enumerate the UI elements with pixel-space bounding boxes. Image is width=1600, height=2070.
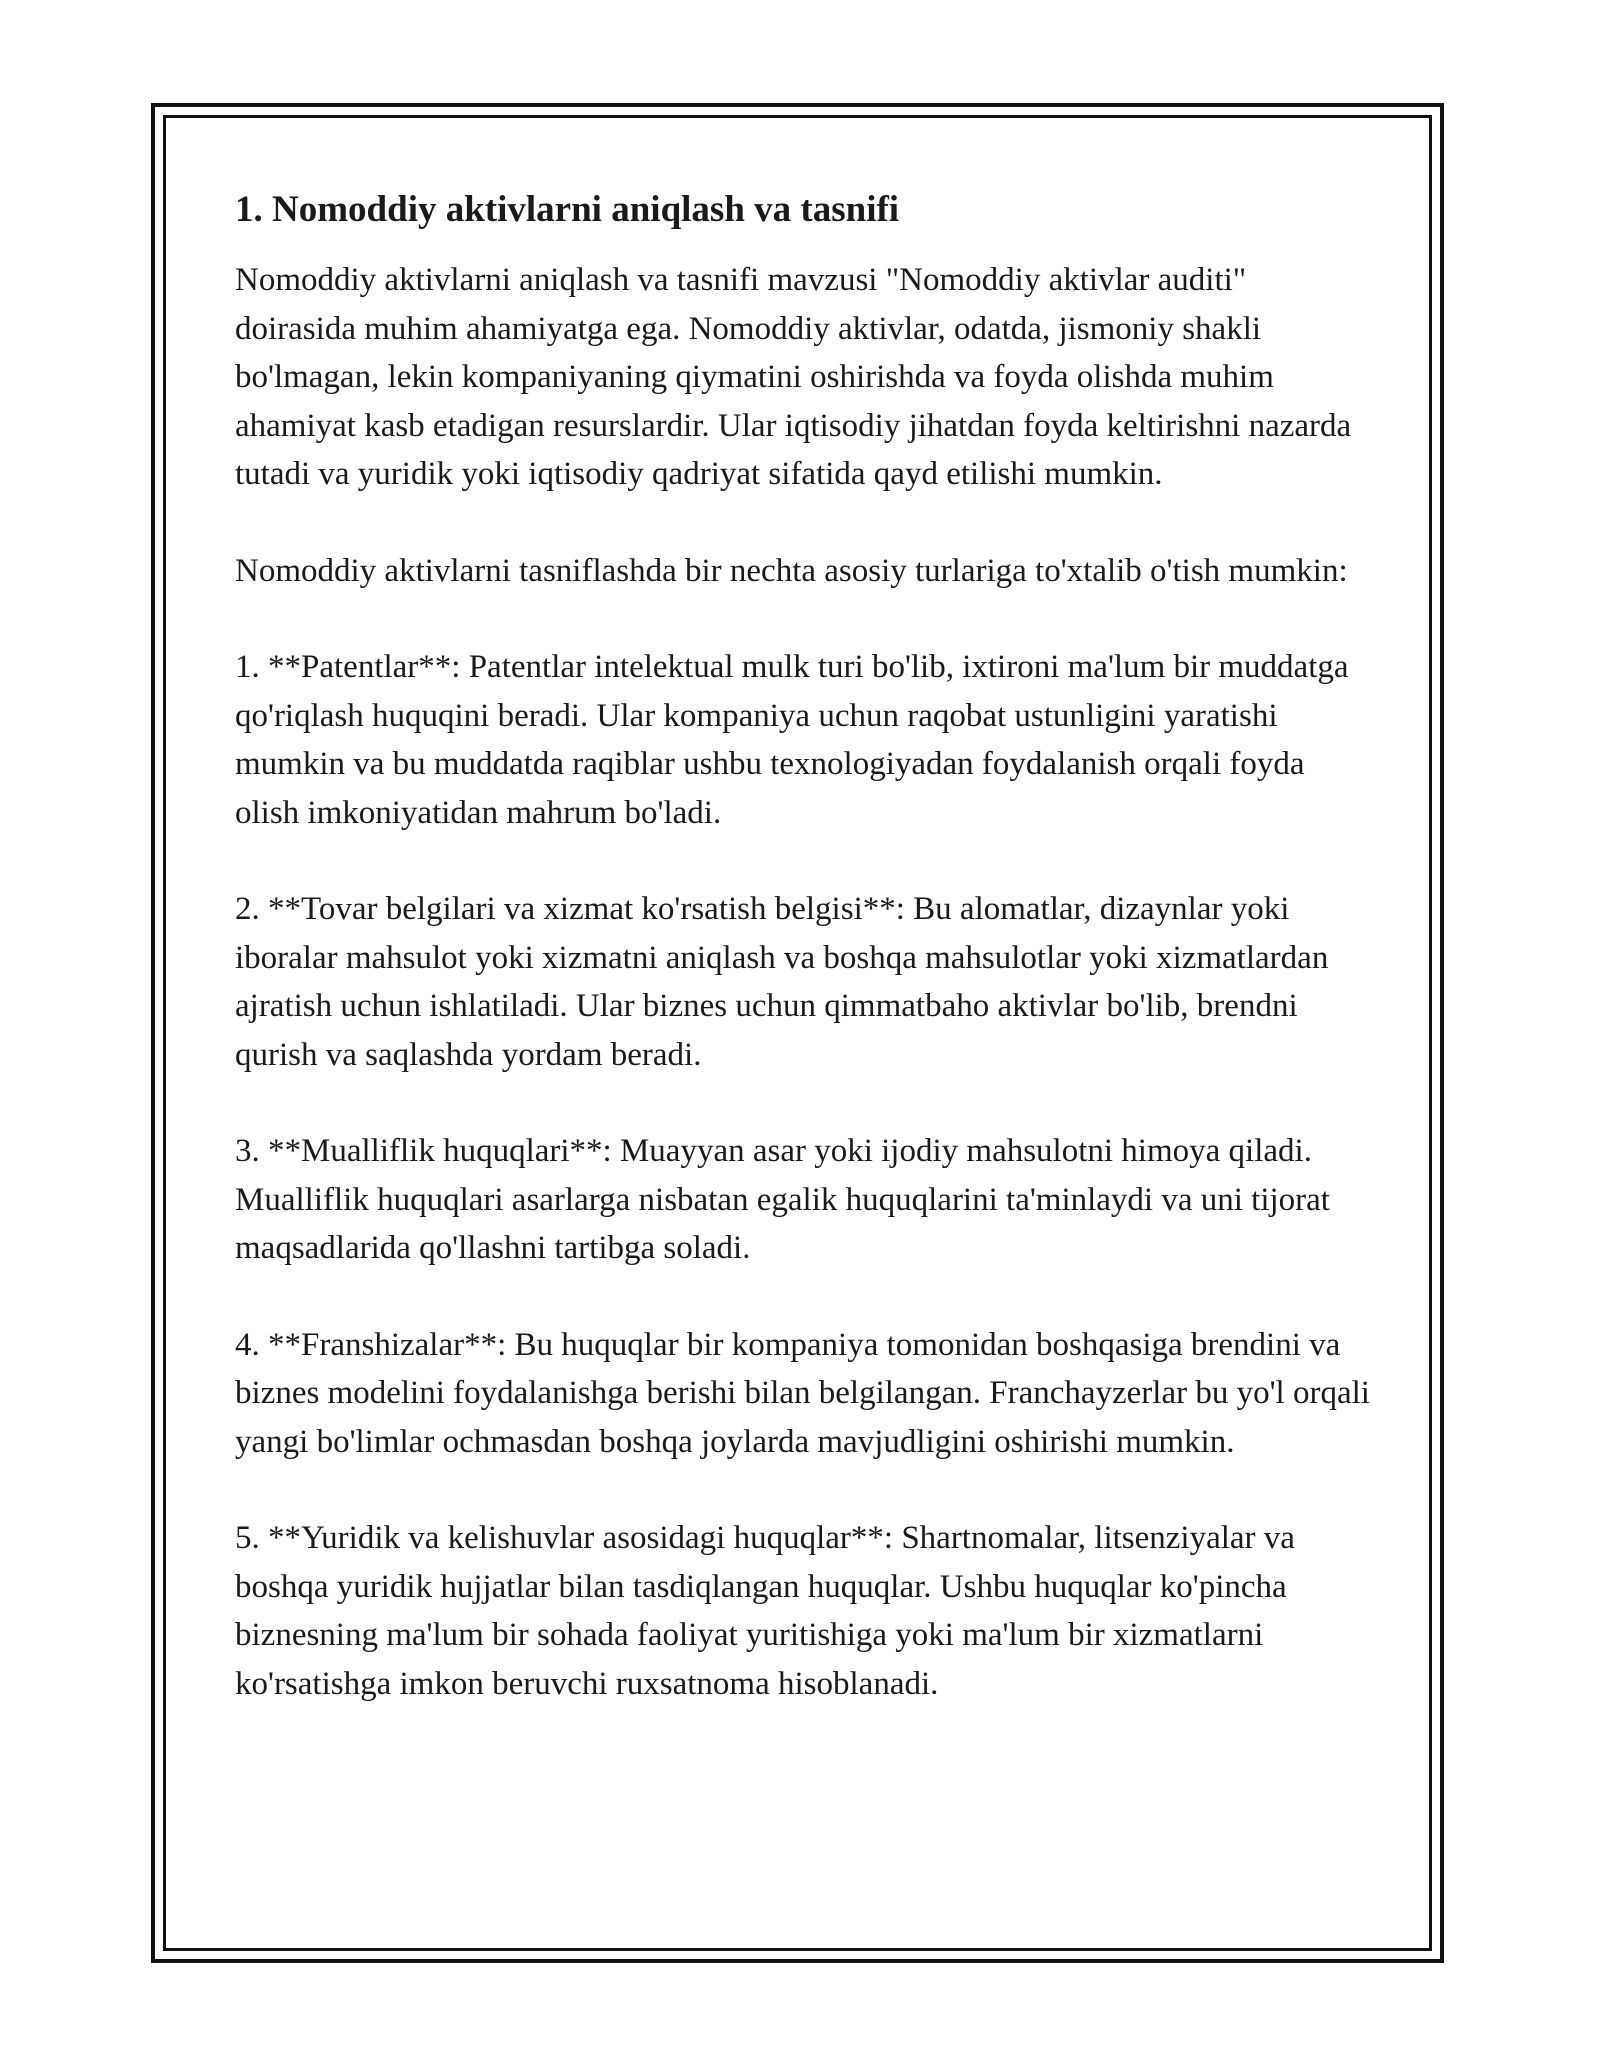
list-item-franchises: 4. **Franshizalar**: Bu huquqlar bir kompaniya tomonidan boshqasiga brendini va biznes modelini foydalanishga berishi bilan belgilangan. Franchayzerlar bu yo'l orqali yangi bo'limlar ochmasdan boshqa joylarda mavjudligini oshirishi mumkin.: [235, 1326, 1370, 1460]
intro-paragraph: Nomoddiy aktivlarni aniqlash va tasnifi mavzusi "Nomoddiy aktivlar auditi" doirasida muhim ahamiyatga ega. Nomoddiy aktivlar, odatda, jismoniy shakli bo'lmagan, lekin kompaniyaning qiymatini oshirishda va foyda olishda muhim ahamiyat kasb etadigan resurslardir. Ular iqtisodiy jihatdan foyda keltirishni nazarda tutadi va yuridik yoki iqtisodiy qadriyat sifatida qayd etilishi mumkin.: [235, 262, 1352, 492]
list-item-legal-rights: 5. **Yuridik va kelishuvlar asosidagi huquqlar**: Shartnomalar, litsenziyalar va boshqa yuridik hujjatlar bilan tasdiqlangan huquqlar. Ushbu huquqlar ko'pincha biznesning ma'lum bir sohada faoliyat yuritishiga yoki ma'lum bir xizmatlarni ko'rsatishga imkon beruvchi ruxsatnoma hisoblanadi.: [235, 1520, 1295, 1702]
document-body: [235, 186, 1375, 1756]
list-item-copyrights: 3. **Mualliflik huquqlari**: Muayyan asar yoki ijodiy mahsulotni himoya qiladi. Mualliflik huquqlari asarlarga nisbatan egalik huquqlarini ta'minlaydi va uni tijorat maqsadlarida qo'llashni tartibga soladi.: [235, 1133, 1330, 1266]
classification-intro-paragraph: Nomoddiy aktivlarni tasniflashda bir nechta asosiy turlariga to'xtalib o'tish mumkin:: [235, 552, 1348, 589]
list-item-trademarks: 2. **Tovar belgilari va xizmat ko'rsatish belgisi**: Bu alomatlar, dizaynlar yoki iboralar mahsulot yoki xizmatni aniqlash va boshqa mahsulotlar yoki xizmatlardan ajratish uchun ishlatiladi. Ular biznes uchun qimmatbaho aktivlar bo'lib, brendni qurish va saqlashda yordam beradi.: [235, 891, 1329, 1073]
section-heading: 1. Nomoddiy aktivlarni aniqlash va tasnifi: [235, 189, 900, 230]
list-item-patents: 1. **Patentlar**: Patentlar intelektual mulk turi bo'lib, ixtironi ma'lum bir muddatga qo'riqlash huquqini beradi. Ular kompaniya uchun raqobat ustunligini yaratishi mumkin va bu muddatda raqiblar ushbu texnologiyadan foydalanish orqali foyda olish imkoniyatidan mahrum bo'ladi.: [235, 649, 1349, 831]
